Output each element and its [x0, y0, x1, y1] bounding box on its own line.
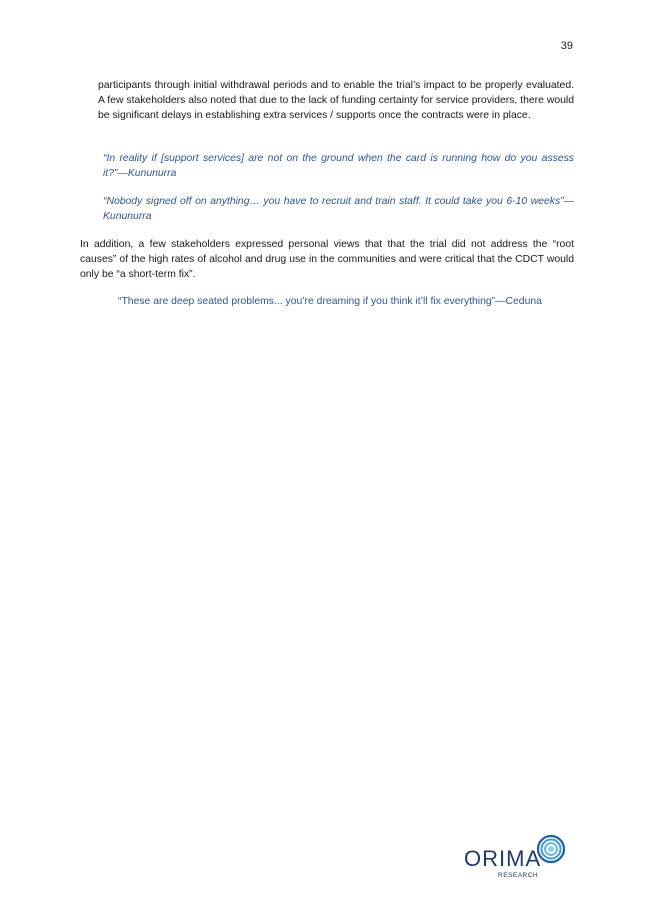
- stakeholder-quote: “In reality if [support services] are not on the ground when the card is running how do you assess it?”—Kununurra: [103, 153, 574, 179]
- logo-wordmark: ORIMA: [464, 846, 542, 871]
- body-paragraph: In addition, a few stakeholders expressed personal views that that the trial did not address the “root causes” of the high rates of alcohol and drug use in the communities and were critical that the CDCT would only be “a short-term fix”.: [80, 239, 574, 280]
- stakeholder-quote: “These are deep seated problems... you’re dreaming if you think it’ll fix everything”—Ceduna: [118, 296, 542, 307]
- body-paragraph: participants through initial withdrawal periods and to enable the trial’s impact to be properly evaluated. A few stakeholders also noted that due to the lack of funding certainty for service providers, there would be significant delays in establishing extra services / supports once the contracts were in place.: [98, 80, 574, 121]
- logo-rings-icon: [536, 834, 566, 864]
- stakeholder-quote: “Nobody signed off on anything… you have to recruit and train staff. It could take you 6-10 weeks”—Kununurra: [103, 196, 574, 222]
- orima-research-logo: [464, 834, 574, 884]
- page-number: 39: [560, 40, 573, 52]
- logo-subtitle: RESEARCH: [498, 872, 539, 879]
